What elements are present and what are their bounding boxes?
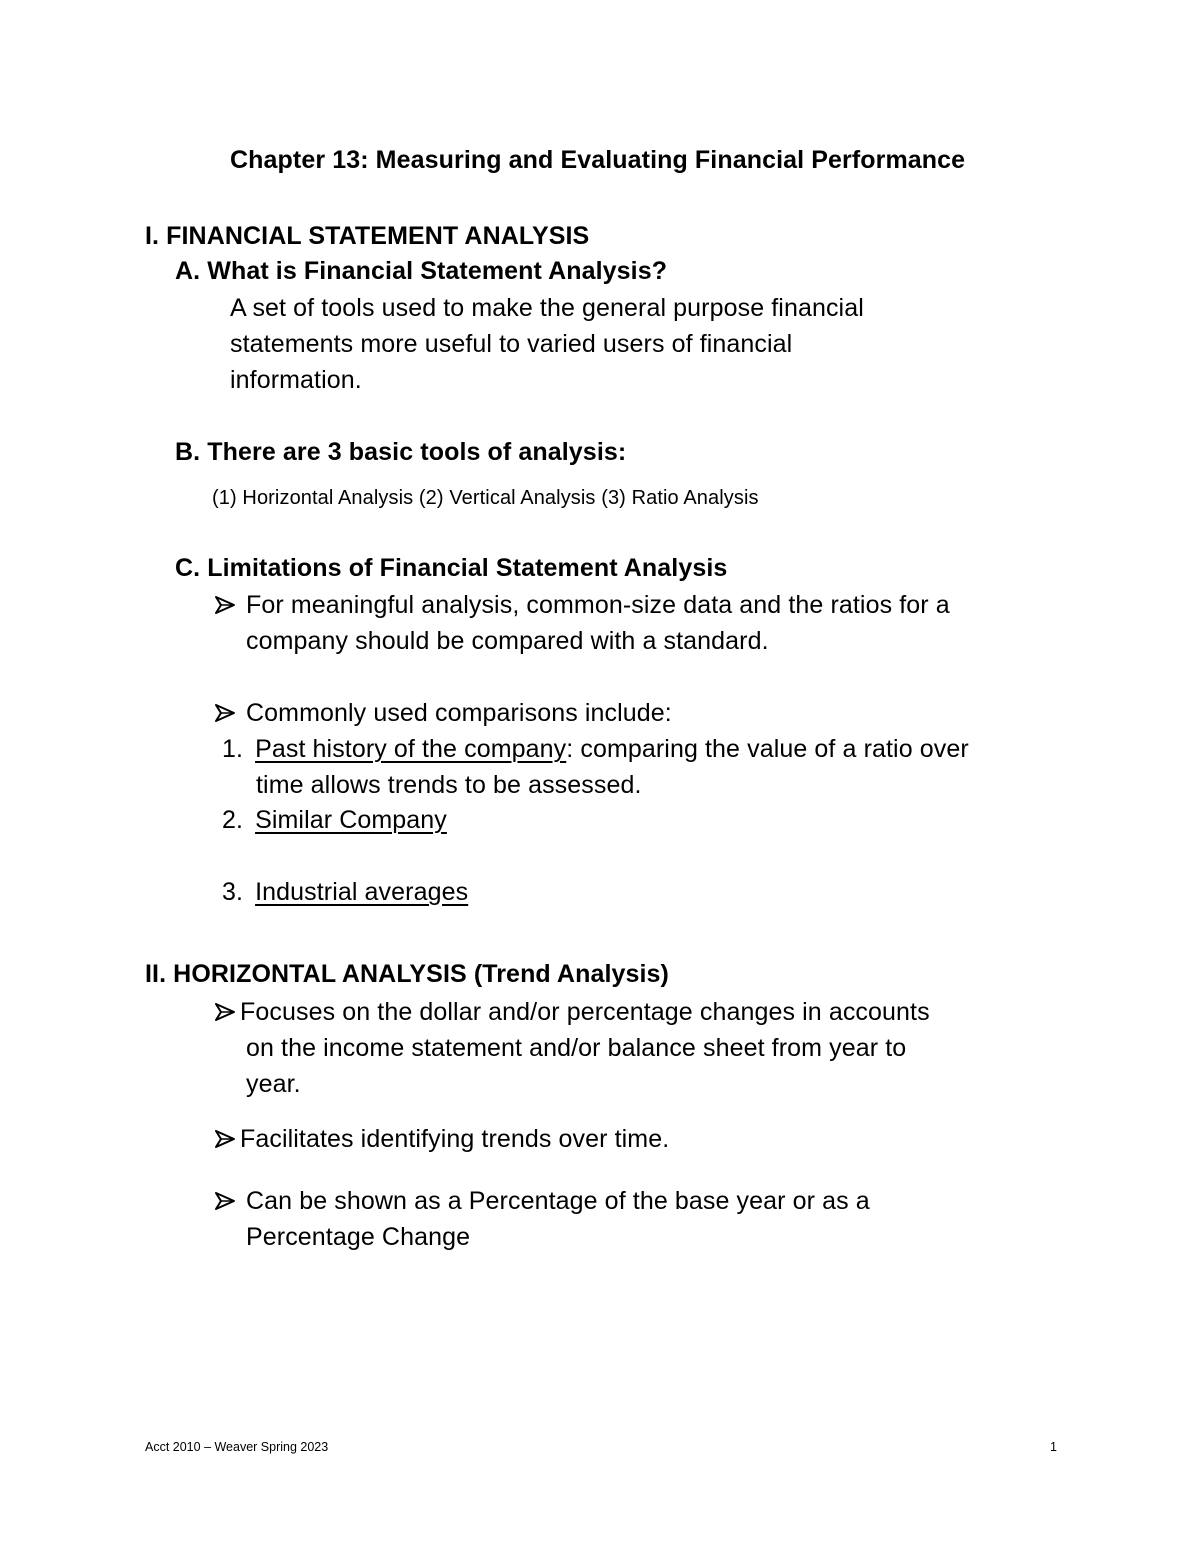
bullet-item [214,1000,930,1025]
section-1a-line: A set of tools used to make the general purpose financial [230,294,864,322]
item-label: Similar Company [255,806,447,834]
bullet-text-cont: company should be compared with a standard. [246,627,769,655]
bullet-item [214,593,950,618]
section-1-heading: I. FINANCIAL STATEMENT ANALYSIS [145,222,590,250]
bullet-item [214,1127,669,1152]
bullet-item [214,1189,870,1214]
bullet-text: Facilitates identifying trends over time. [240,1125,670,1153]
bullet-text: Focuses on the dollar and/or percentage changes in accounts [240,998,930,1026]
section-1c-heading: C. Limitations of Financial Statement Analysis [175,554,728,582]
comparison-item [222,737,969,762]
arrow-bullet-icon [214,1002,236,1022]
arrow-bullet-icon [214,703,236,723]
item-label: Past history of the company [255,735,567,763]
section-1a-heading: A. What is Financial Statement Analysis? [175,257,668,285]
item-number: 1. [222,735,244,763]
page-number: 1 [1050,1440,1057,1454]
arrow-bullet-icon [214,1129,236,1149]
bullet-text-cont: Percentage Change [246,1223,471,1251]
arrow-bullet-icon [214,1191,236,1211]
tools-list: (1) Horizontal Analysis (2) Vertical Analysis (3) Ratio Analysis [212,487,759,509]
arrow-bullet-icon [214,595,236,615]
item-label: Industrial averages [255,878,469,906]
bullet-text: For meaningful analysis, common-size data and the ratios for a [246,591,950,619]
item-number: 3. [222,878,244,906]
comparison-item [222,880,468,905]
comparison-item-cont: time allows trends to be assessed. [256,771,642,799]
section-1a-line: statements more useful to varied users of financial [230,330,793,358]
bullet-text-cont: on the income statement and/or balance sheet from year to [246,1034,907,1062]
bullet-text-cont: year. [246,1070,301,1098]
footer-text: Acct 2010 – Weaver Spring 2023 [145,1440,329,1454]
section-2-heading: II. HORIZONTAL ANALYSIS (Trend Analysis) [145,960,669,988]
comparison-item [222,808,447,833]
item-text: : comparing the value of a ratio over [566,735,969,763]
page-title: Chapter 13: Measuring and Evaluating Financial Performance [230,146,966,174]
section-1b-heading: B. There are 3 basic tools of analysis: [175,438,627,466]
item-number: 2. [222,806,244,834]
bullet-text: Can be shown as a Percentage of the base year or as a [246,1187,870,1215]
bullet-text: Commonly used comparisons include: [246,699,672,727]
section-1a-line: information. [230,366,362,394]
bullet-item [214,701,672,726]
